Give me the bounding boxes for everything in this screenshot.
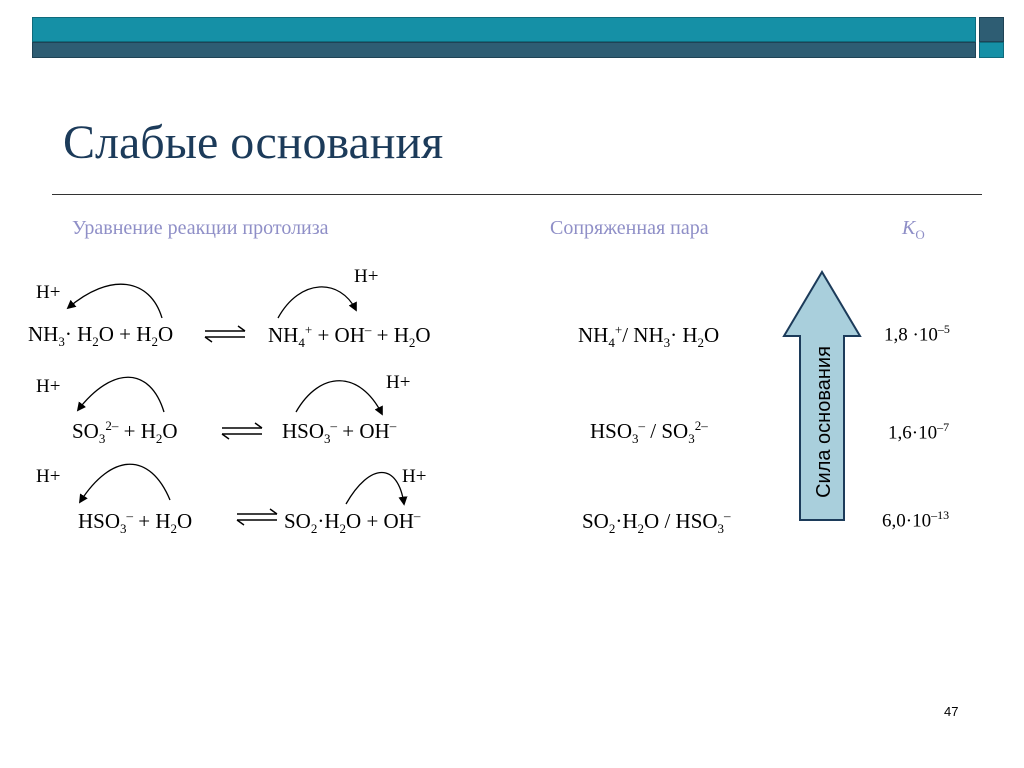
proton-arrow	[80, 464, 170, 502]
k-value: $6,0\cdot 10^{-13}$	[882, 508, 950, 532]
proton-label: H+	[36, 376, 61, 397]
k-value: $1,8 \cdot 10^{-5}$	[884, 322, 950, 346]
conjugate-pair: $NH_4^+/$ $NH_3\cdot H_2O$	[578, 322, 720, 351]
strength-arrow-label: Сила основания	[813, 346, 835, 498]
equation-right: $SO_2\cdot H_2O + OH^-$	[284, 508, 421, 537]
equation-left: $SO_3^{2-} + H_2O$	[72, 418, 178, 447]
proton-label: H+	[354, 266, 379, 287]
proton-arrow	[278, 287, 356, 318]
equilibrium-arrows	[205, 326, 277, 525]
header-pair: Сопряженная пара	[550, 217, 709, 239]
proton-arrow	[346, 473, 404, 505]
proton-label: H+	[386, 372, 411, 393]
slide-title: Слабые основания	[63, 116, 444, 169]
proton-arrow	[78, 377, 164, 412]
header-k-symbol: K	[902, 217, 916, 239]
proton-arrow	[296, 381, 382, 414]
equation-left: $HSO_3^- + H_2O$	[78, 508, 193, 537]
proton-label: H+	[36, 282, 61, 303]
equation-left: $NH_3\cdot H_2O + H_2O$	[28, 322, 174, 350]
header-k-subscript: O	[915, 227, 925, 242]
k-value: $1,6\cdot 10^{-7}$	[888, 420, 950, 444]
strength-arrow-label-wrap	[800, 332, 844, 512]
equation-right: $HSO_3^- + OH^-$	[282, 418, 397, 447]
proton-arrow	[68, 284, 162, 318]
page-number: 47	[944, 704, 959, 719]
conjugate-pair: $SO_2\cdot H_2O / HSO_3^-$	[582, 508, 731, 537]
proton-label: H+	[36, 466, 61, 487]
header-equation: Уравнение реакции протолиза	[72, 217, 329, 239]
conjugate-pair: $HSO_3^- / SO_3^{2-}$	[590, 418, 708, 447]
equation-right: $NH_4^+ + OH^- + H_2O$	[268, 322, 431, 351]
proton-label: H+	[402, 466, 427, 487]
